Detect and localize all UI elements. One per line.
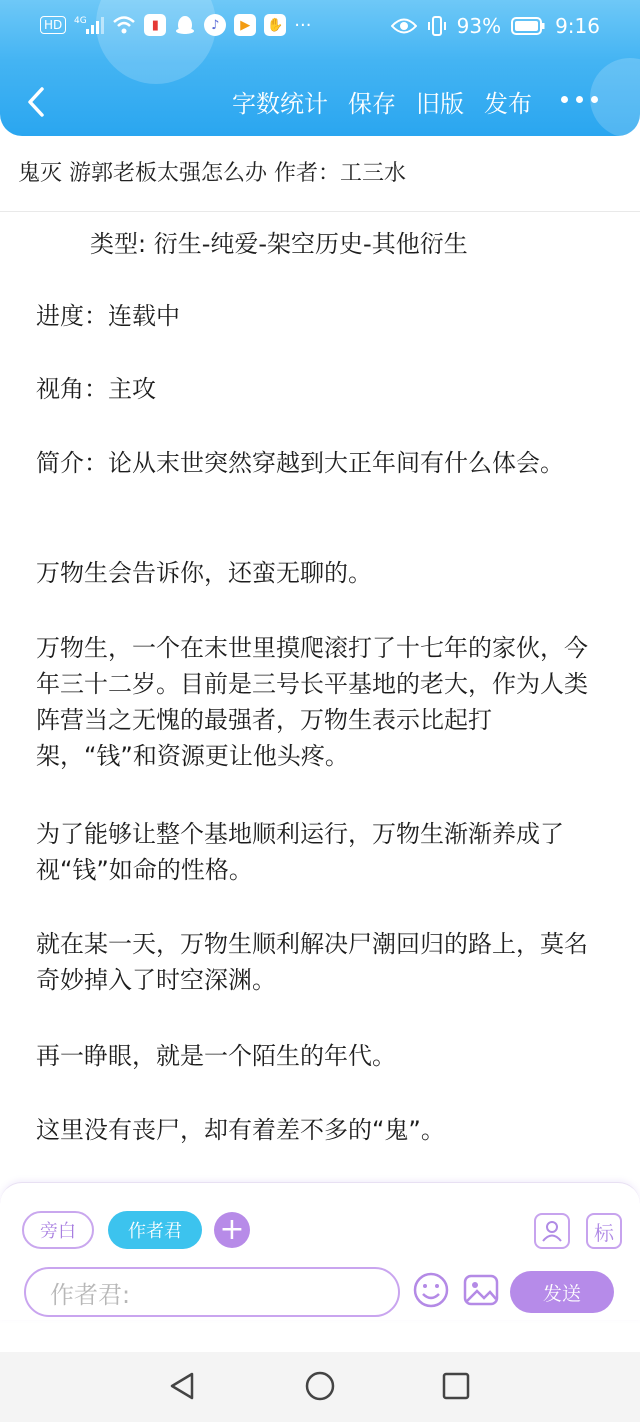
nav-recents-icon[interactable] xyxy=(440,1370,472,1402)
paragraph: 视角：主攻 xyxy=(36,375,156,403)
nav-home-icon[interactable] xyxy=(304,1370,336,1402)
clock: 9:16 xyxy=(555,14,600,38)
message-input[interactable]: 作者君: xyxy=(24,1267,400,1317)
send-button[interactable]: 发送 xyxy=(510,1271,614,1313)
paragraph: 万物生会告诉你，还蛮无聊的。 xyxy=(36,559,372,587)
qq-icon xyxy=(174,14,196,36)
add-role-button[interactable]: + xyxy=(214,1212,250,1248)
wifi-icon xyxy=(112,14,136,36)
author-chip[interactable]: 作者君 xyxy=(108,1211,202,1249)
status-bar xyxy=(0,10,640,46)
paragraph: 万物生，一个在末世里摸爬滚打了十七年的家伙，今年三十二岁。目前是三号长平基地的老大，作为人类阵营当之无愧的最强者，万物生表示比起打架，“钱”和资源更让他头疼。 xyxy=(36,634,588,770)
system-nav-bar xyxy=(0,1352,640,1422)
hand-app-icon: ✋ xyxy=(264,14,286,36)
paragraph: 进度：连载中 xyxy=(36,302,180,330)
type-line: 类型: 衍生-纯爱-架空历史-其他衍生 xyxy=(90,230,468,258)
old-version-button[interactable]: 旧版 xyxy=(416,90,464,118)
svg-text:4G: 4G xyxy=(74,16,87,26)
battery-icon xyxy=(511,15,545,37)
character-profile-icon[interactable] xyxy=(534,1213,570,1249)
paragraph: 再一睁眼，就是一个陌生的年代。 xyxy=(36,1042,396,1070)
more-notifications-icon: ··· xyxy=(294,14,312,36)
more-options-icon[interactable] xyxy=(561,96,598,103)
battery-percent: 93% xyxy=(456,14,502,38)
book-app-icon: ▮ xyxy=(144,14,166,36)
compose-panel xyxy=(0,1182,640,1320)
music-app-icon: ♪ xyxy=(204,14,226,36)
paragraph: 就在某一天，万物生顺利解决尸潮回归的路上，莫名奇妙掉入了时空深渊。 xyxy=(36,930,588,994)
image-icon[interactable] xyxy=(462,1271,500,1309)
mark-button[interactable]: 标 xyxy=(586,1213,622,1249)
divider xyxy=(0,211,640,212)
paragraph: 简介：论从末世突然穿越到大正年间有什么体会。 xyxy=(36,449,564,477)
toolbar xyxy=(0,70,640,134)
chapter-title: 鬼灭 游郭老板太强怎么办 作者：工三水 xyxy=(18,161,406,186)
app-header xyxy=(0,0,640,136)
emoji-icon[interactable] xyxy=(412,1271,450,1309)
nav-back-icon[interactable] xyxy=(166,1370,198,1402)
save-button[interactable]: 保存 xyxy=(348,90,396,118)
back-arrow-icon[interactable] xyxy=(20,84,56,120)
hd-indicator: HD xyxy=(40,16,66,34)
eye-icon xyxy=(391,15,417,37)
word-count-button[interactable]: 字数统计 xyxy=(232,90,328,118)
vibrate-icon xyxy=(427,15,447,37)
narration-chip[interactable]: 旁白 xyxy=(22,1211,94,1249)
video-app-icon: ▶ xyxy=(234,14,256,36)
paragraph: 这里没有丧尸，却有着差不多的“鬼”。 xyxy=(36,1116,445,1144)
publish-button[interactable]: 发布 xyxy=(484,90,532,118)
signal-icon xyxy=(74,14,104,36)
paragraph: 为了能够让整个基地顺利运行，万物生渐渐养成了视“钱”如命的性格。 xyxy=(36,820,564,884)
